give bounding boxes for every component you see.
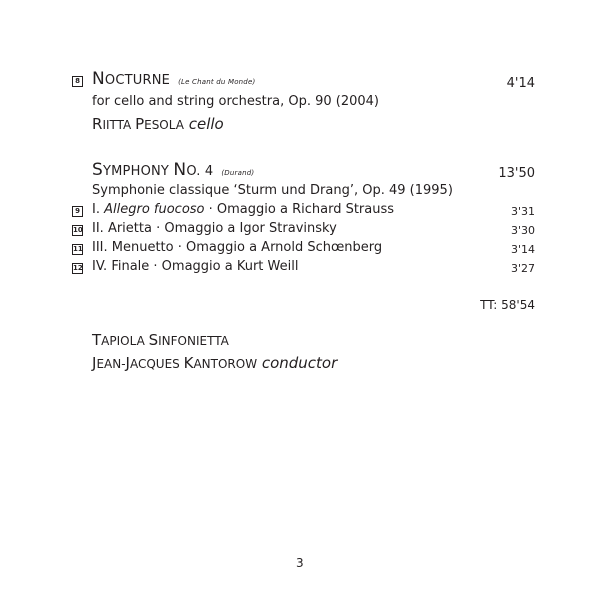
- movement-2-duration: 3'30: [510, 224, 535, 237]
- conductor-role: conductor: [261, 354, 338, 372]
- track-box-11: 11: [73, 245, 83, 253]
- movement-4-duration: 3'27: [510, 262, 535, 275]
- ensemble-name: TAPIOLA SINFONIETTA: [92, 331, 229, 349]
- symphony-subtitle: Symphonie classique ‘Sturm und Drang’, Op. 49 (1995): [92, 183, 453, 198]
- symphony-title: SYMPHONY NO. 4 (Durand): [92, 160, 255, 180]
- total-time: TT: 58'54: [480, 298, 535, 312]
- symphony-duration: 13'50: [498, 166, 535, 181]
- movement-2: II. Arietta · Omaggio a Igor Stravinsky: [92, 221, 337, 236]
- symphony-publisher: (Durand): [221, 169, 255, 177]
- movement-3-duration: 3'14: [510, 243, 535, 256]
- track-box-12: 12: [73, 264, 83, 272]
- soloist-line: RIITTA PESOLA cello: [92, 115, 224, 133]
- track-box-8: 8: [72, 76, 83, 87]
- track-box-10: 10: [73, 226, 83, 234]
- movement-4: IV. Finale · Omaggio a Kurt Weill: [92, 259, 299, 274]
- nocturne-duration: 4'14: [506, 76, 535, 91]
- soloist-instrument: cello: [188, 115, 224, 133]
- nocturne-publisher: (Le Chant du Monde): [178, 78, 256, 86]
- nocturne-title: NOCTURNE (Le Chant du Monde): [92, 69, 256, 89]
- nocturne-subtitle: for cello and string orchestra, Op. 90 (2004): [92, 94, 379, 109]
- page-number: 3: [296, 556, 304, 570]
- movement-1-duration: 3'31: [510, 205, 535, 218]
- movement-1: I. Allegro fuocoso · Omaggio a Richard Strauss: [92, 202, 395, 217]
- conductor-line: JEAN-JACQUES KANTOROW conductor: [92, 354, 338, 372]
- movement-3: III. Menuetto · Omaggio a Arnold Schœnberg: [92, 240, 383, 255]
- track-box-9: 9: [72, 206, 83, 217]
